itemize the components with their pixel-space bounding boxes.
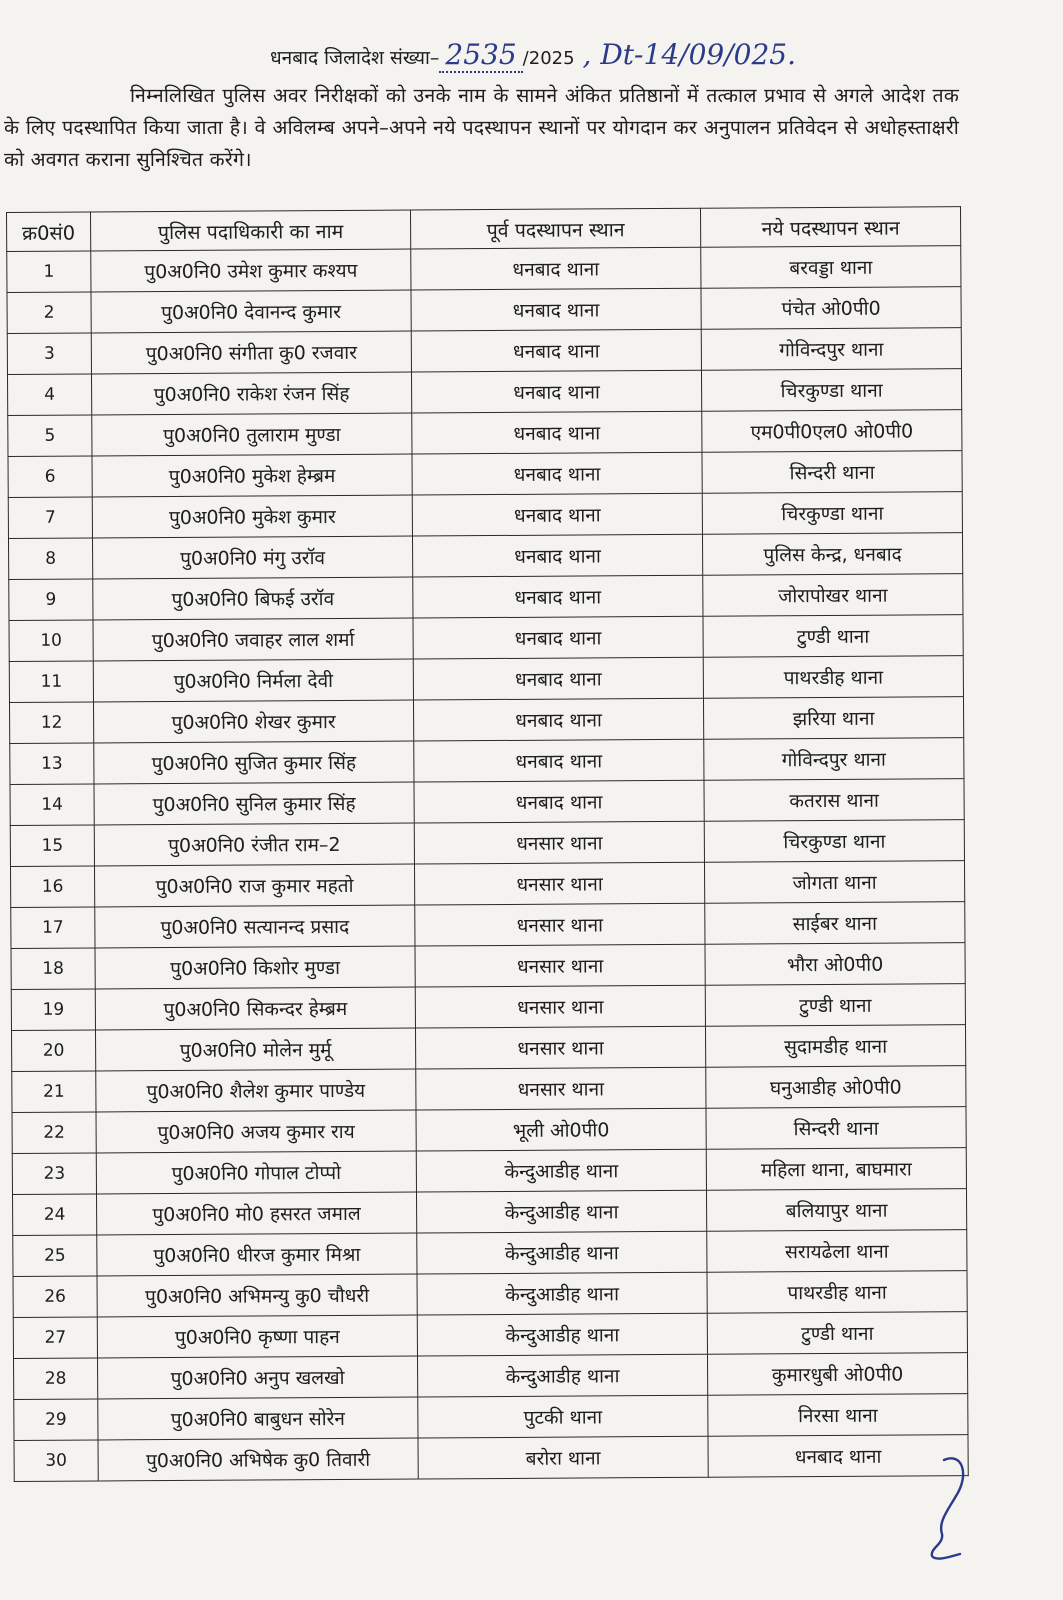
order-label: धनबाद जिलादेश संख्या–	[270, 47, 440, 69]
row-new-posting: साईबर थाना	[705, 902, 965, 945]
row-serial: 30	[14, 1440, 98, 1482]
table-row	[13, 1230, 967, 1277]
row-new-posting: पुलिस केन्द्र, धनबाद	[702, 533, 962, 576]
row-previous-posting: धनसार थाना	[415, 985, 705, 1028]
row-new-posting: पाथरडीह थाना	[703, 656, 963, 699]
row-officer-name: पु0अ0नि0 बिफई उरॉव	[93, 577, 413, 620]
row-officer-name: पु0अ0नि0 बाबुधन सोरेन	[98, 1397, 418, 1440]
row-officer-name: पु0अ0नि0 सत्यानन्द प्रसाद	[95, 905, 415, 948]
row-previous-posting: केन्दुआडीह थाना	[416, 1190, 706, 1233]
header-previous-posting: पूर्व पदस्थापन स्थान	[410, 208, 700, 249]
row-officer-name: पु0अ0नि0 किशोर मुण्डा	[95, 946, 415, 989]
row-previous-posting: धनबाद थाना	[413, 616, 703, 659]
row-new-posting: बलियापुर थाना	[706, 1189, 966, 1232]
row-new-posting: सरायढेला थाना	[707, 1230, 967, 1273]
row-serial: 13	[10, 743, 94, 785]
row-serial: 11	[9, 661, 93, 703]
table-row	[10, 861, 964, 908]
row-serial: 7	[8, 497, 92, 539]
row-new-posting: चिरकुण्डा थाना	[704, 820, 964, 863]
table-row	[8, 451, 962, 498]
row-new-posting: टुण्डी थाना	[703, 615, 963, 658]
header-serial: क्र0सं0	[7, 212, 91, 252]
row-serial: 6	[8, 456, 92, 498]
row-previous-posting: धनबाद थाना	[412, 411, 702, 454]
table-row	[7, 328, 961, 375]
row-officer-name: पु0अ0नि0 रंजीत राम–2	[94, 823, 414, 866]
table-row	[10, 738, 964, 785]
row-officer-name: पु0अ0नि0 राकेश रंजन सिंह	[91, 372, 411, 415]
row-officer-name: पु0अ0नि0 धीरज कुमार मिश्रा	[97, 1233, 417, 1276]
table-row	[13, 1271, 967, 1318]
row-previous-posting: धनसार थाना	[414, 862, 704, 905]
row-new-posting: कुमारधुबी ओ0पी0	[707, 1353, 967, 1396]
row-previous-posting: केन्दुआडीह थाना	[417, 1354, 707, 1397]
row-officer-name: पु0अ0नि0 सुजित कुमार सिंह	[94, 741, 414, 784]
handwritten-order-number: 2535	[439, 38, 522, 73]
row-serial: 12	[9, 702, 93, 744]
row-new-posting: गोविन्दपुर थाना	[704, 738, 964, 781]
table-row	[9, 574, 963, 621]
row-previous-posting: केन्दुआडीह थाना	[417, 1231, 707, 1274]
order-year: /2025	[522, 48, 575, 69]
row-previous-posting: धनबाद थाना	[412, 452, 702, 495]
row-new-posting: टुण्डी थाना	[705, 984, 965, 1027]
row-officer-name: पु0अ0नि0 निर्मला देवी	[93, 659, 413, 702]
row-new-posting: पंचेत ओ0पी0	[701, 287, 961, 330]
row-new-posting: पाथरडीह थाना	[707, 1271, 967, 1314]
table-row	[11, 984, 965, 1031]
row-serial: 19	[11, 989, 95, 1031]
row-new-posting: सुदामडीह थाना	[705, 1025, 965, 1068]
table-row	[11, 943, 965, 990]
table-row	[9, 615, 963, 662]
row-officer-name: पु0अ0नि0 मुकेश हेम्ब्रम	[92, 454, 412, 497]
table-row	[7, 369, 961, 416]
row-officer-name: पु0अ0नि0 उमेश कुमार कश्यप	[91, 249, 411, 292]
table-row	[13, 1189, 967, 1236]
row-officer-name: पु0अ0नि0 संगीता कु0 रजवार	[91, 331, 411, 374]
row-previous-posting: धनसार थाना	[415, 944, 705, 987]
row-serial: 25	[13, 1235, 97, 1277]
row-previous-posting: धनबाद थाना	[411, 288, 701, 331]
row-previous-posting: धनबाद थाना	[412, 493, 702, 536]
row-serial: 4	[7, 374, 91, 416]
row-officer-name: पु0अ0नि0 अभिमन्यु कु0 चौधरी	[97, 1274, 417, 1317]
row-officer-name: पु0अ0नि0 मो0 हसरत जमाल	[97, 1192, 417, 1235]
row-previous-posting: धनसार थाना	[415, 1026, 705, 1069]
row-officer-name: पु0अ0नि0 कृष्णा पाहन	[97, 1315, 417, 1358]
table-row	[8, 410, 962, 457]
table-row	[14, 1435, 968, 1482]
row-serial: 15	[10, 825, 94, 867]
row-previous-posting: धनसार थाना	[415, 903, 705, 946]
row-previous-posting: धनसार थाना	[414, 821, 704, 864]
row-serial: 18	[11, 948, 95, 990]
row-new-posting: टुण्डी थाना	[707, 1312, 967, 1355]
table-body	[7, 246, 968, 1482]
table-row	[12, 1107, 966, 1154]
row-serial: 26	[13, 1276, 97, 1318]
signature-mark	[922, 1452, 982, 1562]
row-previous-posting: धनबाद थाना	[414, 780, 704, 823]
row-serial: 28	[14, 1358, 98, 1400]
row-serial: 22	[12, 1112, 96, 1154]
row-new-posting: जोगता थाना	[704, 861, 964, 904]
row-new-posting: बरवड्डा थाना	[701, 246, 961, 289]
table-row	[14, 1394, 968, 1441]
row-serial: 21	[12, 1071, 96, 1113]
row-new-posting: चिरकुण्डा थाना	[702, 492, 962, 535]
table-row	[8, 492, 962, 539]
posting-table	[6, 206, 969, 1482]
table-row	[10, 820, 964, 867]
row-officer-name: पु0अ0नि0 शैलेश कुमार पाण्डेय	[96, 1069, 416, 1112]
table-row	[8, 533, 962, 580]
row-serial: 23	[12, 1153, 96, 1195]
row-officer-name: पु0अ0नि0 अभिषेक कु0 तिवारी	[98, 1438, 418, 1481]
row-previous-posting: धनबाद थाना	[411, 247, 701, 290]
row-new-posting: धनबाद थाना	[708, 1435, 968, 1478]
table-row	[7, 246, 961, 293]
row-serial: 14	[10, 784, 94, 826]
row-previous-posting: केन्दुआडीह थाना	[417, 1313, 707, 1356]
row-new-posting: झरिया थाना	[703, 697, 963, 740]
row-serial: 8	[8, 538, 92, 580]
row-serial: 1	[7, 251, 91, 293]
row-officer-name: पु0अ0नि0 सिकन्दर हेम्ब्रम	[95, 987, 415, 1030]
row-previous-posting: धनसार थाना	[416, 1067, 706, 1110]
row-new-posting: महिला थाना, बाघमारा	[706, 1148, 966, 1191]
row-previous-posting: धनबाद थाना	[413, 698, 703, 741]
row-previous-posting: धनबाद थाना	[413, 657, 703, 700]
row-new-posting: कतरास थाना	[704, 779, 964, 822]
row-previous-posting: धनबाद थाना	[411, 370, 701, 413]
row-serial: 10	[9, 620, 93, 662]
order-paragraph: निम्नलिखित पुलिस अवर निरीक्षकों को उनके नाम के सामने अंकित प्रतिष्ठानों में तत्काल प्रभाव से अगले आदेश तक के लिए पदस्थापित किया जाता है। वे अविलम्ब अपने–अपने नये पदस्थापन स्थानों पर योगदान कर अनुपालन प्रतिवेदन से अधोहस्ताक्षरी को अवगत कराना सुनिश्चित करेंगे।	[4, 84, 959, 171]
row-officer-name: पु0अ0नि0 गोपाल टोप्पो	[96, 1151, 416, 1194]
row-new-posting: जोरापोखर थाना	[703, 574, 963, 617]
row-previous-posting: पुटकी थाना	[418, 1395, 708, 1438]
row-serial: 24	[13, 1194, 97, 1236]
row-new-posting: चिरकुण्डा थाना	[701, 369, 961, 412]
table-row	[12, 1066, 966, 1113]
row-previous-posting: धनबाद थाना	[412, 534, 702, 577]
header-new-posting: नये पदस्थापन स्थान	[700, 207, 960, 248]
row-officer-name: पु0अ0नि0 राज कुमार महतो	[94, 864, 414, 907]
row-previous-posting: भूली ओ0पी0	[416, 1108, 706, 1151]
row-officer-name: पु0अ0नि0 मुकेश कुमार	[92, 495, 412, 538]
table-row	[12, 1148, 966, 1195]
order-header	[270, 38, 796, 73]
row-new-posting: सिन्दरी थाना	[706, 1107, 966, 1150]
row-officer-name: पु0अ0नि0 अजय कुमार राय	[96, 1110, 416, 1153]
row-officer-name: पु0अ0नि0 जवाहर लाल शर्मा	[93, 618, 413, 661]
row-serial: 5	[8, 415, 92, 457]
row-serial: 2	[7, 292, 91, 334]
row-previous-posting: केन्दुआडीह थाना	[416, 1149, 706, 1192]
row-new-posting: सिन्दरी थाना	[702, 451, 962, 494]
header-officer-name: पुलिस पदाधिकारी का नाम	[91, 210, 411, 251]
row-previous-posting: धनबाद थाना	[413, 575, 703, 618]
row-officer-name: पु0अ0नि0 देवानन्द कुमार	[91, 290, 411, 333]
row-new-posting: भौरा ओ0पी0	[705, 943, 965, 986]
table-row	[9, 656, 963, 703]
table-row	[7, 287, 961, 334]
handwritten-date: , Dt-14/09/025.	[582, 38, 796, 71]
table-row	[11, 1025, 965, 1072]
row-officer-name: पु0अ0नि0 अनुप खलखो	[98, 1356, 418, 1399]
row-officer-name: पु0अ0नि0 शेखर कुमार	[93, 700, 413, 743]
table-row	[13, 1312, 967, 1359]
row-officer-name: पु0अ0नि0 सुनिल कुमार सिंह	[94, 782, 414, 825]
row-serial: 27	[13, 1317, 97, 1359]
row-serial: 16	[10, 866, 94, 908]
row-serial: 3	[7, 333, 91, 375]
table-header-row	[7, 207, 961, 252]
row-officer-name: पु0अ0नि0 मंगु उरॉव	[92, 536, 412, 579]
table-row	[14, 1353, 968, 1400]
row-new-posting: निरसा थाना	[708, 1394, 968, 1437]
row-officer-name: पु0अ0नि0 तुलाराम मुण्डा	[92, 413, 412, 456]
table-row	[9, 697, 963, 744]
row-new-posting: एम0पी0एल0 ओ0पी0	[702, 410, 962, 453]
row-previous-posting: बरोरा थाना	[418, 1436, 708, 1479]
row-serial: 9	[9, 579, 93, 621]
row-previous-posting: धनबाद थाना	[414, 739, 704, 782]
row-serial: 17	[11, 907, 95, 949]
row-previous-posting: धनबाद थाना	[411, 329, 701, 372]
row-new-posting: घनुआडीह ओ0पी0	[706, 1066, 966, 1109]
table-row	[11, 902, 965, 949]
table-row	[10, 779, 964, 826]
row-new-posting: गोविन्दपुर थाना	[701, 328, 961, 371]
row-serial: 20	[11, 1030, 95, 1072]
row-previous-posting: केन्दुआडीह थाना	[417, 1272, 707, 1315]
row-officer-name: पु0अ0नि0 मोलेन मुर्मू	[95, 1028, 415, 1071]
row-serial: 29	[14, 1399, 98, 1441]
